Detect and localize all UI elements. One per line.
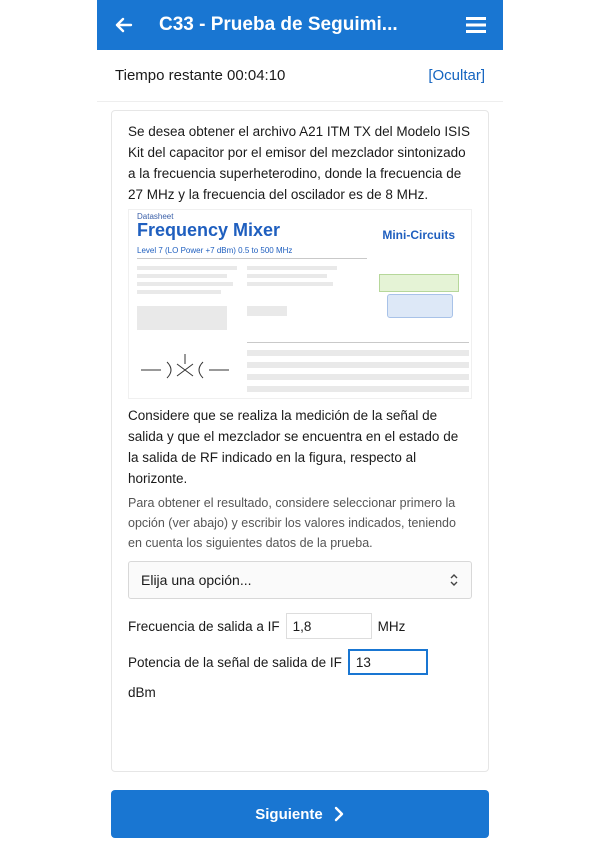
time-remaining: Tiempo restante 00:04:10	[115, 67, 286, 84]
datasheet-table-row	[247, 374, 469, 380]
datasheet-text-block	[247, 306, 287, 316]
page-title: C33 - Prueba de Seguimi...	[159, 14, 398, 35]
datasheet-text-block	[247, 282, 333, 286]
field2-unit: dBm	[128, 685, 156, 700]
datasheet-brand: Mini-Circuits	[382, 228, 455, 242]
question-card	[111, 110, 489, 772]
datasheet-tag: Datasheet	[137, 212, 174, 221]
datasheet-badge	[387, 294, 453, 318]
if-power-input[interactable]	[348, 649, 428, 675]
top-app-bar	[97, 0, 503, 50]
field-row-1	[128, 613, 472, 639]
back-button[interactable]	[111, 12, 137, 38]
timer-row	[97, 50, 503, 102]
datasheet-title: Frequency Mixer	[137, 220, 281, 240]
datasheet-text-block	[137, 266, 237, 270]
select-arrows-icon	[449, 573, 459, 587]
datasheet-table-rule	[247, 342, 469, 343]
datasheet-text-block	[137, 290, 221, 294]
datasheet-table-row	[247, 386, 469, 392]
menu-button[interactable]	[463, 12, 489, 38]
datasheet-text-block	[247, 266, 337, 270]
mixer-schematic	[137, 350, 233, 390]
datasheet-rule	[137, 258, 367, 259]
next-button-label: Siguiente	[255, 805, 323, 823]
datasheet-table-row	[247, 362, 469, 368]
datasheet-text-block	[247, 274, 327, 278]
if-frequency-input[interactable]	[286, 613, 372, 639]
field1-unit: MHz	[377, 618, 406, 634]
chevron-right-icon	[333, 806, 345, 822]
question-intro: Se desea obtener el archivo A21 ITM TX del Modelo ISIS Kit del capacitor por el emisor del mezclador sintonizado a la frecuencia superheterodino, donde la frecuencia de 27 MHz y la frecuencia del oscilador es de 8 MHz.	[128, 124, 470, 202]
field2-label: Potencia de la señal de salida de IF	[128, 654, 342, 670]
app-screen	[97, 0, 503, 848]
datasheet-table	[137, 306, 227, 330]
list-menu-icon	[465, 15, 487, 35]
field-row-2	[128, 649, 472, 675]
arrow-left-icon	[114, 15, 134, 35]
datasheet-table-row	[247, 350, 469, 356]
question-paragraph-2: Considere que se realiza la medición de la señal de salida y que el mezclador se encuentra en el estado de la salida de RF indicado en la figura, respecto al horizonte.	[128, 408, 459, 486]
next-button[interactable]	[111, 790, 489, 838]
question-notice: Para obtener el resultado, considere seleccionar primero la opción (ver abajo) y escribir los valores indicados, teniendo en cuenta los siguientes datos de la prueba.	[128, 496, 456, 550]
answer-select-value: Elija una opción...	[141, 572, 252, 588]
hide-timer-link[interactable]: [Ocultar]	[428, 67, 485, 84]
datasheet-text-block	[137, 274, 227, 278]
datasheet-highlight	[379, 274, 459, 292]
datasheet-image	[128, 209, 472, 399]
datasheet-subtitle: Level 7 (LO Power +7 dBm) 0.5 to 500 MHz	[137, 246, 293, 255]
datasheet-text-block	[137, 282, 233, 286]
answer-select[interactable]	[128, 561, 472, 599]
field1-label: Frecuencia de salida a IF	[128, 618, 280, 634]
